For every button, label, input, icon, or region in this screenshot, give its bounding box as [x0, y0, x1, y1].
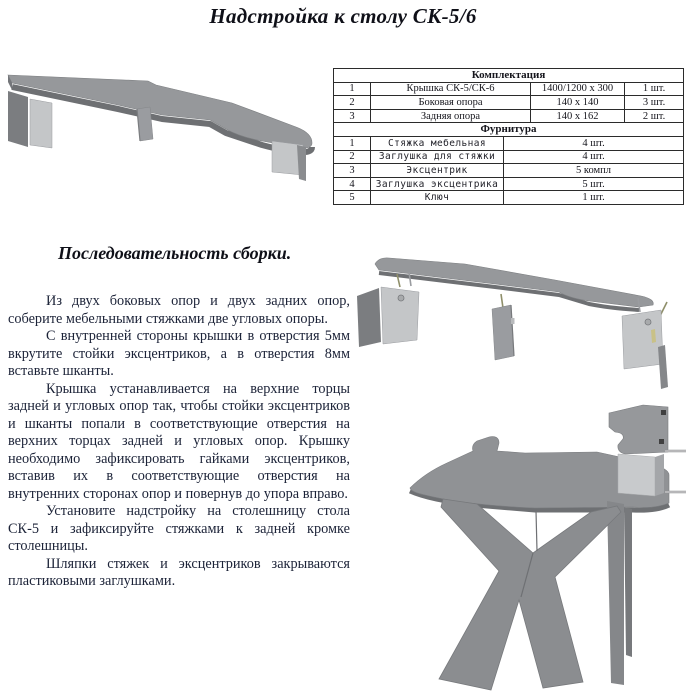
corner-support-front-panel	[622, 310, 663, 369]
table-row	[334, 164, 684, 178]
instructions-text	[8, 293, 350, 591]
hardware-name-cell: Эксцентрик	[371, 164, 504, 178]
hardware-name-cell: Заглушка для стяжки	[371, 150, 504, 164]
section-header-komplektacia: Комплектация	[334, 69, 684, 83]
row-number-cell: 4	[334, 177, 371, 191]
table-row	[334, 123, 684, 137]
riser-support-panel	[618, 454, 655, 496]
instruction-paragraph: С внутренней стороны крышки в отверстия 5мм вкрутите стойки эксцентриков, а в отверстия 8мм вставьте шканты.	[8, 328, 350, 379]
part-name-cell: Задняя опора	[371, 109, 531, 123]
hardware-qty-cell: 4 шт.	[504, 150, 684, 164]
instruction-paragraph: Шляпки стяжек и эксцентриков закрываются пластиковыми заглушками.	[8, 555, 350, 589]
instruction-paragraph: Крышка устанавливается на верхние торцы задней и угловых опор так, чтобы стойки эксцентриков и шканты попали в соответствующие отверстия на верхних торцах задней и угловых опор. Крышку необходимо зафиксировать гайками эксцентриков, вставив их в соответствующие отверстия на внутренних сторонах опор и повернув до упора вправо.	[8, 380, 350, 502]
hardware-qty-cell: 1 шт.	[504, 191, 684, 205]
part-name-cell: Крышка СК-5/СК-6	[371, 82, 531, 96]
part-name-cell: Боковая опора	[371, 96, 531, 110]
part-qty-cell: 2 шт.	[625, 109, 684, 123]
corner-support-side-edge	[658, 345, 668, 389]
row-number-cell: 1	[334, 82, 371, 96]
assembled-riser-diagram	[0, 55, 330, 230]
row-number-cell: 3	[334, 164, 371, 178]
table-row	[334, 69, 684, 83]
part-size-cell: 1400/1200 x 300	[531, 82, 625, 96]
exploded-view-diagram	[345, 252, 686, 402]
eccentric-hole	[645, 319, 651, 325]
instruction-paragraph: Из двух боковых опор и двух задних опор, соберите мебельными стяжками две угловых опоры.	[8, 293, 350, 327]
instruction-paragraph: Установите надстройку на столешницу стола СК-5 и зафиксируйте стяжками к задней кромке столешницы.	[8, 503, 350, 554]
part-qty-cell: 1 шт.	[625, 82, 684, 96]
corner-support-side-panel	[357, 288, 381, 347]
bracket	[659, 439, 664, 444]
parts-table	[333, 68, 684, 205]
hardware-qty-cell: 5 шт.	[504, 177, 684, 191]
back-support-panel	[492, 305, 514, 360]
table-row	[334, 82, 684, 96]
desk-with-riser-diagram	[385, 395, 686, 700]
table-row	[334, 150, 684, 164]
hardware-name-cell: Заглушка эксцентрика	[371, 177, 504, 191]
section-header-furnitura: Фурнитура	[334, 123, 684, 137]
riser-top-board	[609, 405, 668, 454]
assembly-sequence-heading: Последовательность сборки.	[58, 243, 292, 263]
row-number-cell: 2	[334, 96, 371, 110]
dowel-pin	[501, 294, 503, 308]
row-number-cell: 3	[334, 109, 371, 123]
rear-leg-edge	[624, 507, 632, 657]
riser-support-side	[655, 454, 664, 496]
fitting-tab	[511, 318, 515, 324]
hardware-name-cell: Ключ	[371, 191, 504, 205]
rear-leg-panel	[607, 501, 624, 685]
table-row	[334, 136, 684, 150]
x-leg-rear-edge	[536, 511, 537, 551]
page-title: Надстройка к столу СК-5/6	[209, 4, 477, 28]
eccentric-hole	[398, 295, 404, 301]
bracket	[661, 410, 666, 415]
row-number-cell: 5	[334, 191, 371, 205]
riser-board-top	[8, 75, 312, 148]
table-row	[334, 177, 684, 191]
row-number-cell: 1	[334, 136, 371, 150]
part-qty-cell: 3 шт.	[625, 96, 684, 110]
part-size-cell: 140 x 162	[531, 109, 625, 123]
row-number-cell: 2	[334, 150, 371, 164]
hardware-name-cell: Стяжка мебельная	[371, 136, 504, 150]
left-support-side-panel	[8, 91, 28, 147]
table-row	[334, 109, 684, 123]
hardware-qty-cell: 5 компл	[504, 164, 684, 178]
x-leg	[439, 499, 621, 690]
table-row	[334, 191, 684, 205]
left-support-front-panel	[30, 99, 52, 148]
right-support-edge	[297, 145, 306, 181]
part-size-cell: 140 x 140	[531, 96, 625, 110]
hardware-qty-cell: 4 шт.	[504, 136, 684, 150]
table-row	[334, 96, 684, 110]
